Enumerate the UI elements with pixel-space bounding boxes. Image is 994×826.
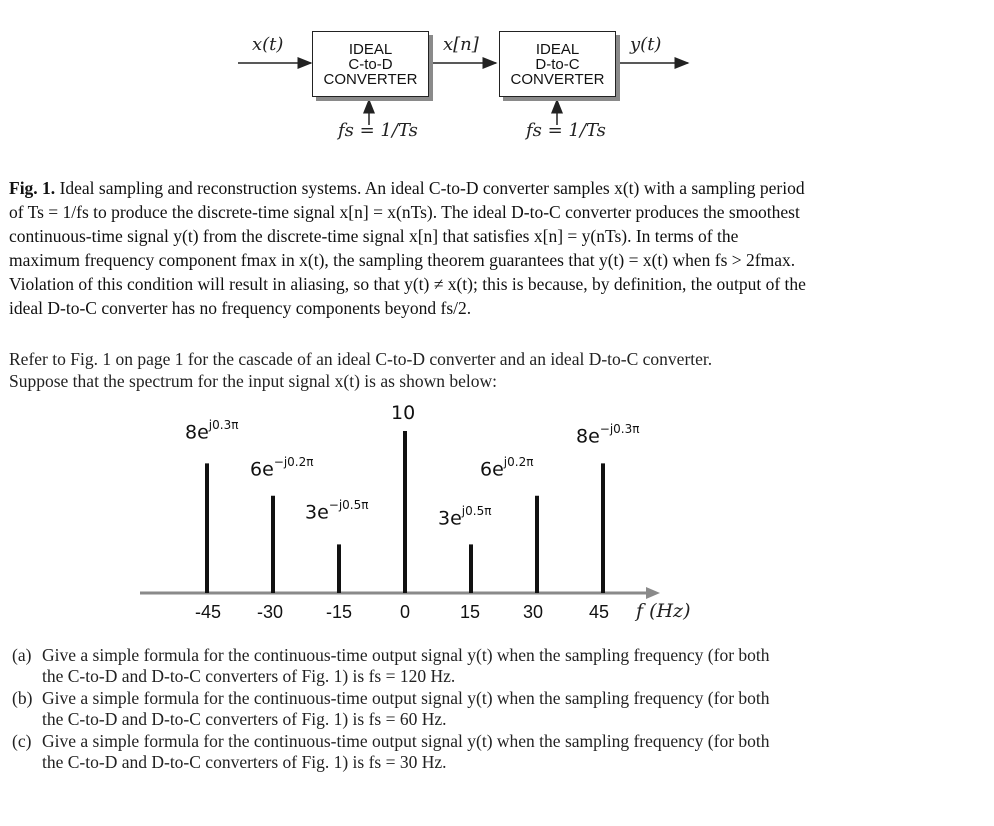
question-c (12, 731, 882, 773)
signal-input-label: x(t) (252, 34, 284, 55)
caption-line: maximum frequency component fmax in x(t), the sampling theorem guarantees that y(t) = x(t) when fs > 2fmax. (9, 250, 796, 270)
caption-line: Ideal sampling and reconstruction systems. An ideal C-to-D converter samples x(t) with a sampling period (59, 178, 805, 198)
tick-label: 0 (399, 602, 411, 622)
intro-line: Suppose that the spectrum for the input signal x(t) is as shown below: (9, 371, 497, 391)
tick-label: -15 (325, 602, 353, 622)
tick-label: 30 (522, 602, 544, 622)
question-line: Give a simple formula for the continuous-time output signal y(t) when the sampling frequency (for both (42, 731, 770, 751)
tick-label: -30 (256, 602, 284, 622)
spectrum-label-0: 10 (391, 402, 416, 424)
spectrum-label-minus15: $3e^{-j0.5\pi}$ (305, 498, 369, 524)
signal-output-label: y(t) (630, 34, 662, 55)
spectrum-label-15: $3e^{j0.5\pi}$ (438, 504, 492, 530)
spectrum-label-30: $6e^{j0.2\pi}$ (480, 455, 534, 481)
tick-label: -45 (194, 602, 222, 622)
question-label: (b) (12, 688, 33, 708)
question-line: Give a simple formula for the continuous-time output signal y(t) when the sampling frequency (for both (42, 645, 770, 665)
sampling-rate-label-left: fs = 1/Ts (338, 120, 418, 141)
axis-arrowhead (646, 587, 660, 599)
block-line: IDEAL (535, 41, 580, 58)
sampling-rate-label-right: fs = 1/Ts (526, 120, 606, 141)
caption-line: of Ts = 1/fs to produce the discrete-time signal x[n] = x(nTs). The ideal D-to-C converter produces the smoothest (9, 202, 800, 222)
block-line: CONVERTER (323, 71, 418, 88)
spectrum-label-minus30: $6e^{-j0.2\pi}$ (250, 455, 314, 481)
caption-line: ideal D-to-C converter has no frequency components beyond fs/2. (9, 298, 472, 318)
spectrum-label-minus45: $8e^{j0.3\pi}$ (185, 418, 239, 444)
question-line: Give a simple formula for the continuous-time output signal y(t) when the sampling frequency (for both (42, 688, 770, 708)
tick-label: 45 (588, 602, 610, 622)
caption-label: Fig. 1. (9, 178, 56, 198)
tick-label: 15 (459, 602, 481, 622)
block-line: CONVERTER (510, 71, 605, 88)
spectrum-label-45: $8e^{-j0.3\pi}$ (576, 422, 640, 448)
axis-label-frequency: f (Hz) (636, 600, 691, 622)
question-b (12, 688, 882, 730)
signal-middle-label: x[n] (443, 34, 479, 55)
block-line: IDEAL (348, 41, 393, 58)
block-line: C-to-D (348, 56, 393, 73)
question-label: (a) (12, 645, 32, 665)
caption-line: Violation of this condition will result in aliasing, so that y(t) ≠ x(t); this is because, by definition, the output of the (9, 274, 806, 294)
question-line: the C-to-D and D-to-C converters of Fig. 1) is fs = 30 Hz. (42, 752, 447, 772)
intro-line: Refer to Fig. 1 on page 1 for the cascade of an ideal C-to-D converter and an ideal D-to-C converter. (9, 349, 713, 369)
block-line: D-to-C (535, 56, 580, 73)
question-line: the C-to-D and D-to-C converters of Fig. 1) is fs = 60 Hz. (42, 709, 447, 729)
question-label: (c) (12, 731, 32, 751)
question-a (12, 645, 882, 687)
caption-line: continuous-time signal y(t) from the discrete-time signal x[n] that satisfies x[n] = y(nTs). In terms of the (9, 226, 739, 246)
question-line: the C-to-D and D-to-C converters of Fig. 1) is fs = 120 Hz. (42, 666, 456, 686)
